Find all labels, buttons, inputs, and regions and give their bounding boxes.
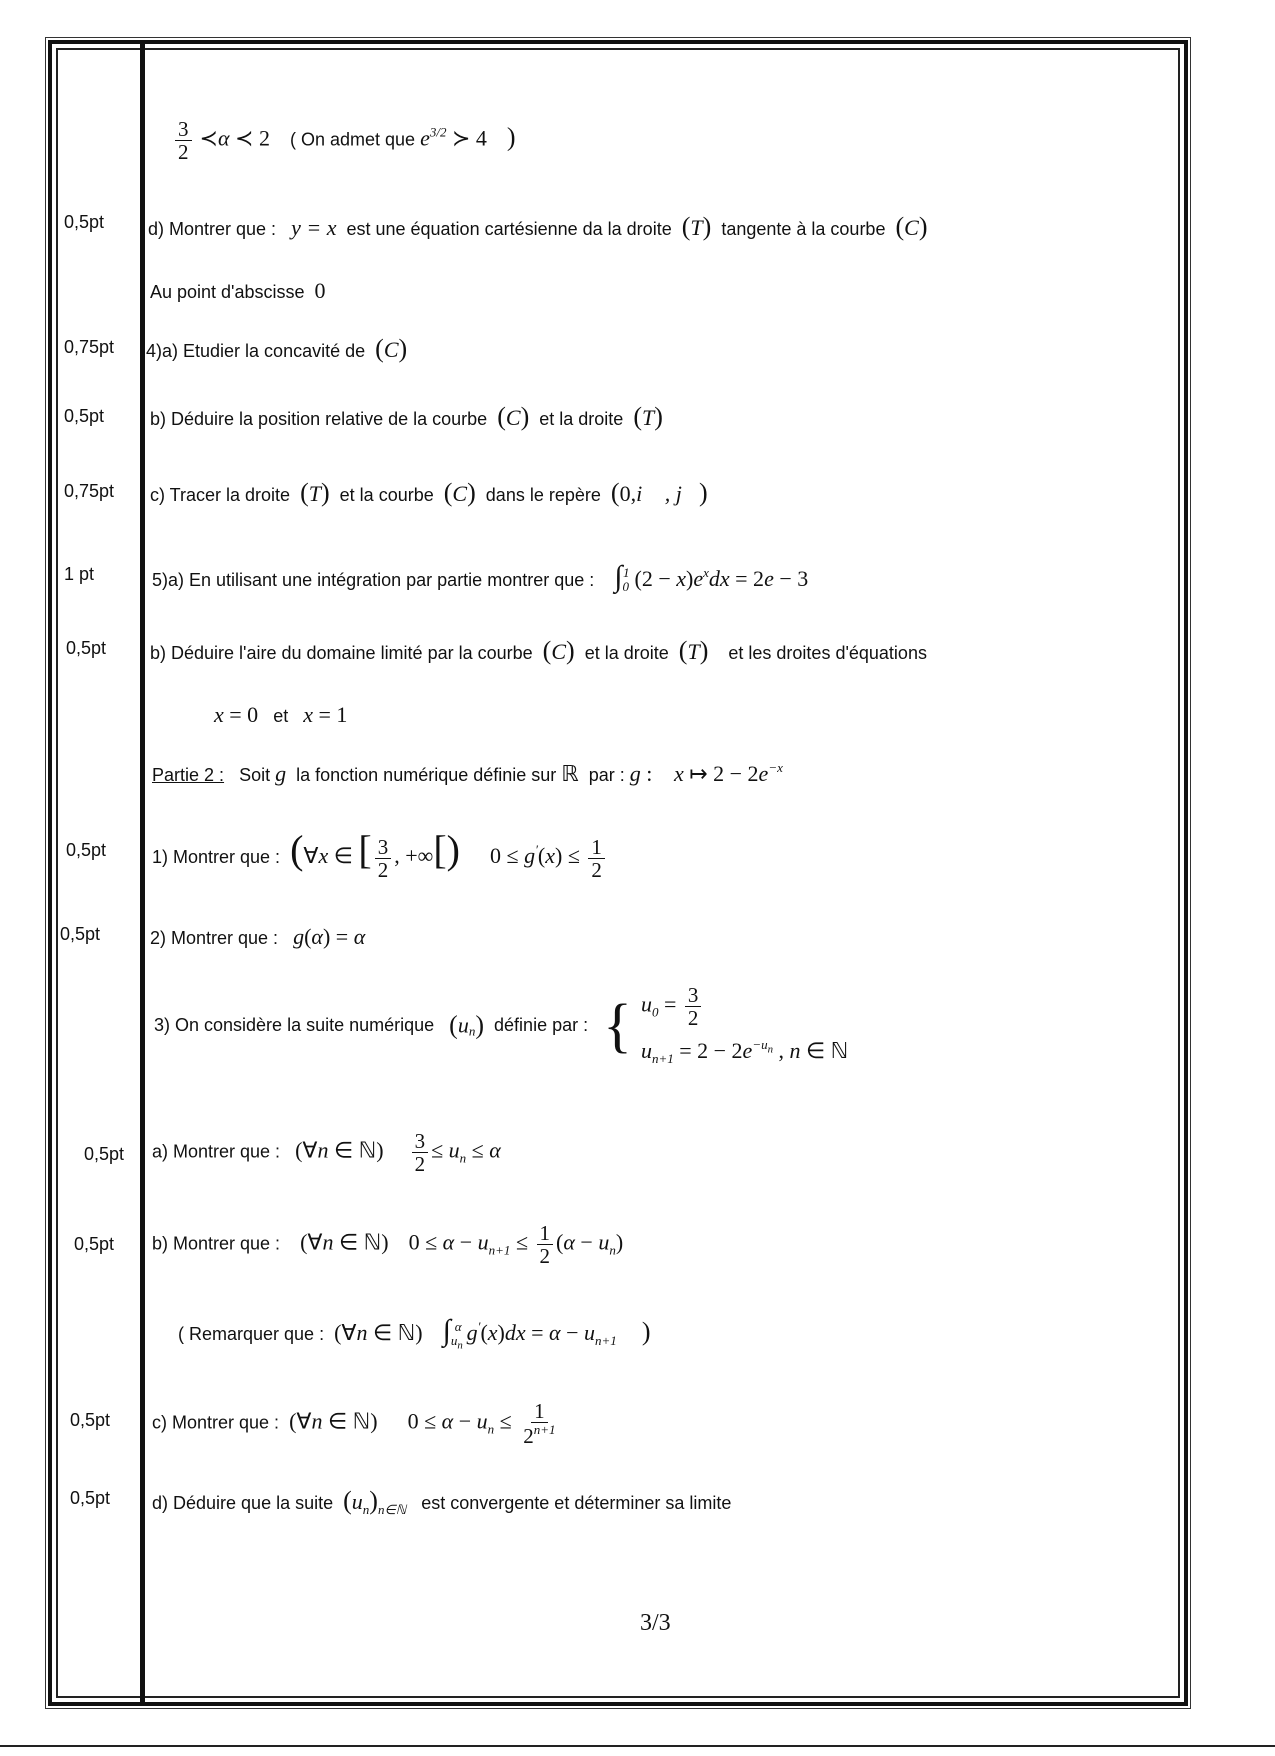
question-4b: b) Déduire la position relative de la courbe (C) et la droite (T) xyxy=(150,402,663,431)
question-p2-1: 1) Montrer que : (∀x ∈ [ $\frac{3}{2}$ , +∞[) 0 ≤ g′(x) ≤ $\frac{1}{2}$ xyxy=(152,826,608,881)
question-p2-3b: b) Montrer que : (∀n ∈ ℕ) $0 \le \alpha - u_{n+1}$ ≤ $\frac{1}{2}$ $(\alpha - u_n)$ xyxy=(152,1221,624,1269)
bottom-rule xyxy=(0,1745,1275,1747)
points-label: 0,5pt xyxy=(70,1488,111,1508)
points-label: 0,5pt xyxy=(66,840,107,860)
points-label: 0,5pt xyxy=(74,1234,115,1254)
question-d-abscisse: Au point d'abscisse 0 xyxy=(150,278,326,303)
points-label: 0,5pt xyxy=(64,212,105,232)
remark: ( Remarquer que : (∀n ∈ ℕ) $\int_{u_n}^\alpha$ $g'(x)dx = \alpha - u_{n+1}$ ) xyxy=(178,1314,651,1352)
points-label: 0,5pt xyxy=(64,406,105,426)
points-label: 0,5pt xyxy=(70,1410,111,1430)
alpha-bounds: $\frac{3}{2}$ ≺α ≺ 2 ( On admet que $e^{3/2}$ ≻ 4 ) xyxy=(172,118,516,163)
question-d-tangent: d) Montrer que : y = x est une équation cartésienne da la droite (T) tangente à la courbe (C) xyxy=(148,212,928,241)
question-p2-3c: c) Montrer que : (∀n ∈ ℕ) $0 \le \alpha - u_n$ ≤ $\frac{1}{2^{n+1}}$ xyxy=(152,1399,556,1449)
question-p2-3d: d) Déduire que la suite $(u_n)_{n\in ℕ}$ est convergente et déterminer sa limite xyxy=(152,1486,732,1517)
points-label: 0,5pt xyxy=(60,924,101,944)
page-number: 3/3 xyxy=(640,1610,671,1636)
points-label: 1 pt xyxy=(64,564,95,584)
points-label: 0,5pt xyxy=(84,1144,125,1164)
question-5b: b) Déduire l'aire du domaine limité par la courbe (C) et la droite (T) et les droites d'équations xyxy=(150,636,927,665)
question-4a: 4)a) Etudier la concavité de (C) xyxy=(146,334,408,363)
question-p2-3: 3) On considère la suite numérique $(u_n)$ définie par : { $u_0$ = $\frac{3}{2}$ $u_{n+1} = 2 - 2e^{-u_n}$ , n ∈ ℕ xyxy=(154,983,849,1067)
question-4c: c) Tracer la droite (T) et la courbe (C) dans le repère (0,i⃗ , j⃗) xyxy=(150,478,708,507)
question-p2-3a: a) Montrer que : (∀n ∈ ℕ) $\frac{3}{2}$ ≤ $u_n \le \alpha$ xyxy=(152,1129,501,1177)
question-5b-lines: x = 0 et x = 1 xyxy=(214,702,348,727)
points-label: 0,75pt xyxy=(64,337,115,357)
question-p2-2: 2) Montrer que : g(α) = α xyxy=(150,924,366,949)
points-label: 0,5pt xyxy=(66,638,107,658)
points-label: 0,75pt xyxy=(64,481,115,501)
column-divider xyxy=(140,42,145,1704)
question-5a: 5)a) En utilisant une intégration par partie montrer que : $\int_0^1$ $(2 - x)e^xdx = 2e - 3$ xyxy=(152,560,809,594)
partie-2-intro: Partie 2 : Soit g la fonction numérique définie sur ℝ par : g : x ↦ $2 - 2e^{-x}$ xyxy=(152,760,783,786)
